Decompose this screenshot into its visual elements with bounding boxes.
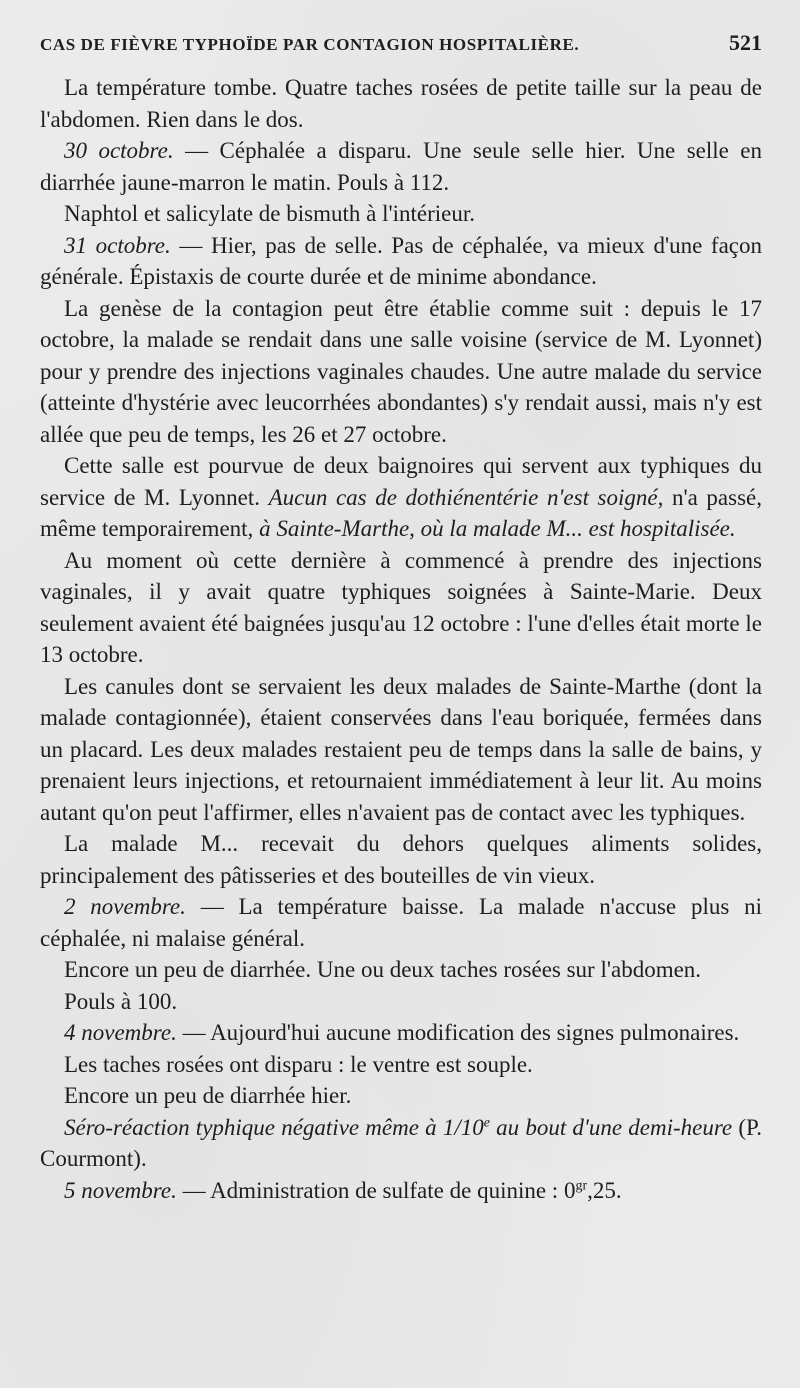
paragraph	[40, 1017, 762, 1049]
text-run: — Hier, pas de selle. Pas de céphalée, va mieux d'une façon générale. Épistaxis de courte durée et de minime abondance.	[40, 232, 762, 289]
text-run: Les taches rosées ont disparu : le ventre est souple.	[64, 1051, 533, 1077]
paragraph	[40, 986, 762, 1018]
italic-text: à Sainte-Marthe, où la malade M... est hospitalisée.	[259, 516, 736, 541]
paragraph	[40, 1175, 762, 1207]
body-text	[40, 72, 762, 1206]
text-run: La température tombe. Quatre taches rosées de petite taille sur la peau de l'abdomen. Rien dans le dos.	[40, 75, 762, 132]
text-run: — Administration de sulfate de quinine : 0	[176, 1177, 576, 1203]
page-number: 521	[729, 30, 762, 55]
paragraph	[40, 545, 762, 671]
text-run: Pouls à 100.	[64, 988, 178, 1014]
paragraph	[40, 671, 762, 829]
text-run: Les canules dont se servaient les deux malades de Sainte-Marthe (dont la malade contagionnée), étaient conservées dans l'eau boriquée, fermées dans un placard. Les deux malades restaient peu de temps dans la salle de bains, y prenaient leurs injections, et retournaient immédiatement à leur lit. Au moins autant qu'on peut l'affirmer, elles n'avaient pas de contact avec les typhiques.	[40, 673, 762, 825]
text-run: Naphtol et salicylate de bismuth à l'intérieur.	[64, 201, 476, 226]
italic-text: 30 octobre.	[64, 138, 174, 163]
italic-text: 4 novembre.	[64, 1020, 177, 1045]
text-run: La malade M... recevait du dehors quelques aliments solides, principalement des pâtisseries et des bouteilles de vin vieux.	[40, 831, 762, 888]
running-header	[40, 30, 762, 72]
paragraph	[40, 135, 762, 198]
text-run: Cette salle est pourvue de deux baignoires qui servent aux typhiques du service de M. Lyonnet.	[40, 453, 762, 510]
paragraph	[40, 293, 762, 451]
text-run: ,25.	[587, 1177, 622, 1203]
text-run: — Aujourd'hui aucune modification des signes pulmonaires.	[176, 1020, 740, 1045]
text-run: — Céphalée a disparu. Une seule selle hier. Une selle en diarrhée jaune-marron le matin. Pouls à 112.	[40, 138, 763, 195]
paragraph	[40, 1112, 762, 1175]
paragraph	[40, 891, 762, 954]
text-run: Encore un peu de diarrhée hier.	[64, 1083, 352, 1108]
italic-text: Aucun cas de dothiénentérie n'est soigné,	[268, 484, 664, 510]
superscript-text: gr	[575, 1177, 588, 1193]
superscript-text: e	[483, 1114, 490, 1130]
paragraph	[40, 954, 762, 986]
italic-text: 31 octobre.	[64, 232, 171, 258]
italic-text: 5 novembre.	[64, 1177, 177, 1203]
italic-text: Séro-réaction typhique négative même à 1/10	[64, 1114, 484, 1140]
text-run: Encore un peu de diarrhée. Une ou deux taches rosées sur l'abdomen.	[64, 957, 702, 982]
paragraph	[40, 230, 762, 293]
paragraph	[40, 450, 762, 545]
paragraph	[40, 828, 762, 891]
paragraph	[40, 1080, 762, 1112]
text-run: — La température baisse. La malade n'accuse plus ni céphalée, ni malaise général.	[40, 894, 762, 951]
paragraph	[40, 198, 762, 230]
italic-text: 2 novembre.	[64, 894, 186, 919]
paragraph	[40, 1049, 762, 1081]
text-run: n'a passé, même temporairement,	[40, 484, 762, 541]
italic-text: au bout d'une demi-heure	[489, 1114, 733, 1140]
text-run: La genèse de la contagion peut être établie comme suit : depuis le 17 octobre, la malade se rendait dans une salle voisine (service de M. Lyonnet) pour y prendre des injections vaginales chaudes. Une autre malade du service (atteinte d'hystérie avec leucorrhées abondantes) s'y rendait aussi, mais n'y est allée que peu de temps, les 26 et 27 octobre.	[40, 295, 762, 447]
running-title: CAS DE FIÈVRE TYPHOÏDE PAR CONTAGION HOSPITALIÈRE.	[40, 35, 580, 54]
text-run: (P. Courmont).	[40, 1114, 762, 1171]
paragraph	[40, 72, 762, 135]
text-run: Au moment où cette dernière à commencé à prendre des injections vaginales, il y avait quatre typhiques soignées à Sainte-Marie. Deux seulement avaient été baignées jusqu'au 12 octobre : l'une d'elles était morte le 13 octobre.	[40, 547, 762, 667]
